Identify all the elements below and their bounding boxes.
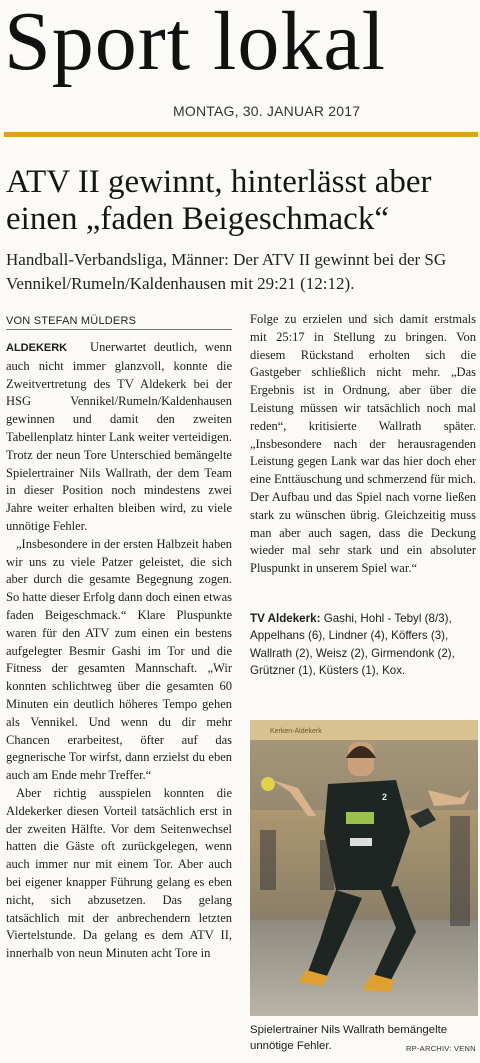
photo-banner: Kerken-Aldekerk: [270, 728, 322, 735]
svg-text:2: 2: [382, 792, 388, 802]
article-photo: [250, 720, 478, 1016]
masthead-rule: [4, 132, 478, 137]
photo-credit: RP-ARCHIV: VENN: [406, 1044, 476, 1053]
issue-date: MONTAG, 30. JANUAR 2017: [173, 103, 361, 119]
article-column-left: [6, 339, 232, 963]
masthead: [0, 0, 480, 140]
lineup-text: Gashi, Hohl - Tebyl (8/3), Appelhans (6), Lindner (4), Köffers (3), Wallrath (2), Weisz (2), Girmendonk (2), Grützner (1), Küsters (1), Kox.: [250, 612, 455, 678]
team-lineup: [250, 610, 476, 680]
article-paragraph: [6, 339, 232, 536]
photo-caption: Spielertrainer Nils Wallrath bemängelte unnötige Fehler.: [250, 1024, 448, 1052]
article-paragraph: Aber richtig ausspielen konnten die Aldekerker diesen Vorteil tatsächlich erst in der zweiten Hälfte. Vor dem Seitenwechsel hatten die Gäste oft zurückgelegen, wenn auch immer nur mit einem Tor. Aber auch bei eigener knapper Führung gelang es eben nicht, sich abzusetzen. Das gelang tatsächlich mit der anbrechendern letzten Viertelstunde. Da gelang es dem ATV II, innerhalb von neun Minuten acht Tore in: [6, 785, 232, 961]
paragraph-text: Unerwartet deutlich, wenn auch nicht immer glanzvoll, konnte die Zweitvertretung des TV Aldekerk bei der HSG Vennikel/Rumeln/Kaldenhausen gewinnen und damit den zweiten Tabellenplatz hinter Lank weiter verteidigen. Trotz der neun Tore Unterschied bemängelte Spielertrainer Nils Wallrath, der dem Team in dieser Position noch mindestens zwei Jahre weiter erhalten bleiben wird, zu viele unnötige Fehler.: [6, 340, 233, 533]
article-paragraph: Folge zu erzielen und sich damit erstmals mit 25:17 in Stellung zu bringen. Von diesem Rückstand erholten sich die Gastgeber schließlich nicht mehr. „Das Ergebnis ist in Ordnung, aber über die Leistung müssen wir tatsächlich noch mal reden“, kritisierte Wallrath später. „Insbesondere nach der herausragenden Leistung gegen Lank war das hier doch eher eine Enttäuschung und schmerzend für mich. Der Aufbau und das Spiel nach vorne ließen stark zu wünschen übrig. Gleichzeitig muss man aber auch sagen, dass die Deckung wieder mal sehr stark und ein absoluter Pluspunkt in unserem Spiel war.“: [250, 312, 476, 576]
article-column-right: [250, 311, 476, 578]
section-title: Sport lokal: [4, 0, 386, 88]
article-paragraph: „Insbesondere in der ersten Halbzeit haben wir uns zu viele Patzer geleistet, die sich aber durch die gesamte Begegnung zogen. So hatte dieser Erfolg dann doch einen etwas faden Beigeschmack.“ Klare Pluspunkte waren für den ATV zum einen ein bestens aufgelegter Besmir Gashi im Tor und die Fitness der gesamten Mannschaft. „Wir konnten schlichtweg über die gesamten 60 Minuten ein deutlich höheres Tempo gehen als Vennikel. Und wenn du dir mehr Chancen erarbeitest, öfter auf das gegnerische Tor wirfst, dann erzielst du eben auch am Ende mehr Treffer.“: [6, 536, 232, 783]
article-dateline: ALDEKERK: [6, 342, 68, 354]
article-subhead: Handball-Verbandsliga, Männer: Der ATV II gewinnt bei der SG Vennikel/Rumeln/Kaldenhausen mit 29:21 (12:12).: [6, 250, 447, 293]
lineup-label: TV Aldekerk:: [250, 612, 321, 625]
article-headline: ATV II gewinnt, hinterlässt aber einen „faden Beigeschmack“: [6, 164, 432, 237]
handball: [261, 777, 275, 791]
article-byline: VON STEFAN MÜLDERS: [6, 315, 232, 330]
